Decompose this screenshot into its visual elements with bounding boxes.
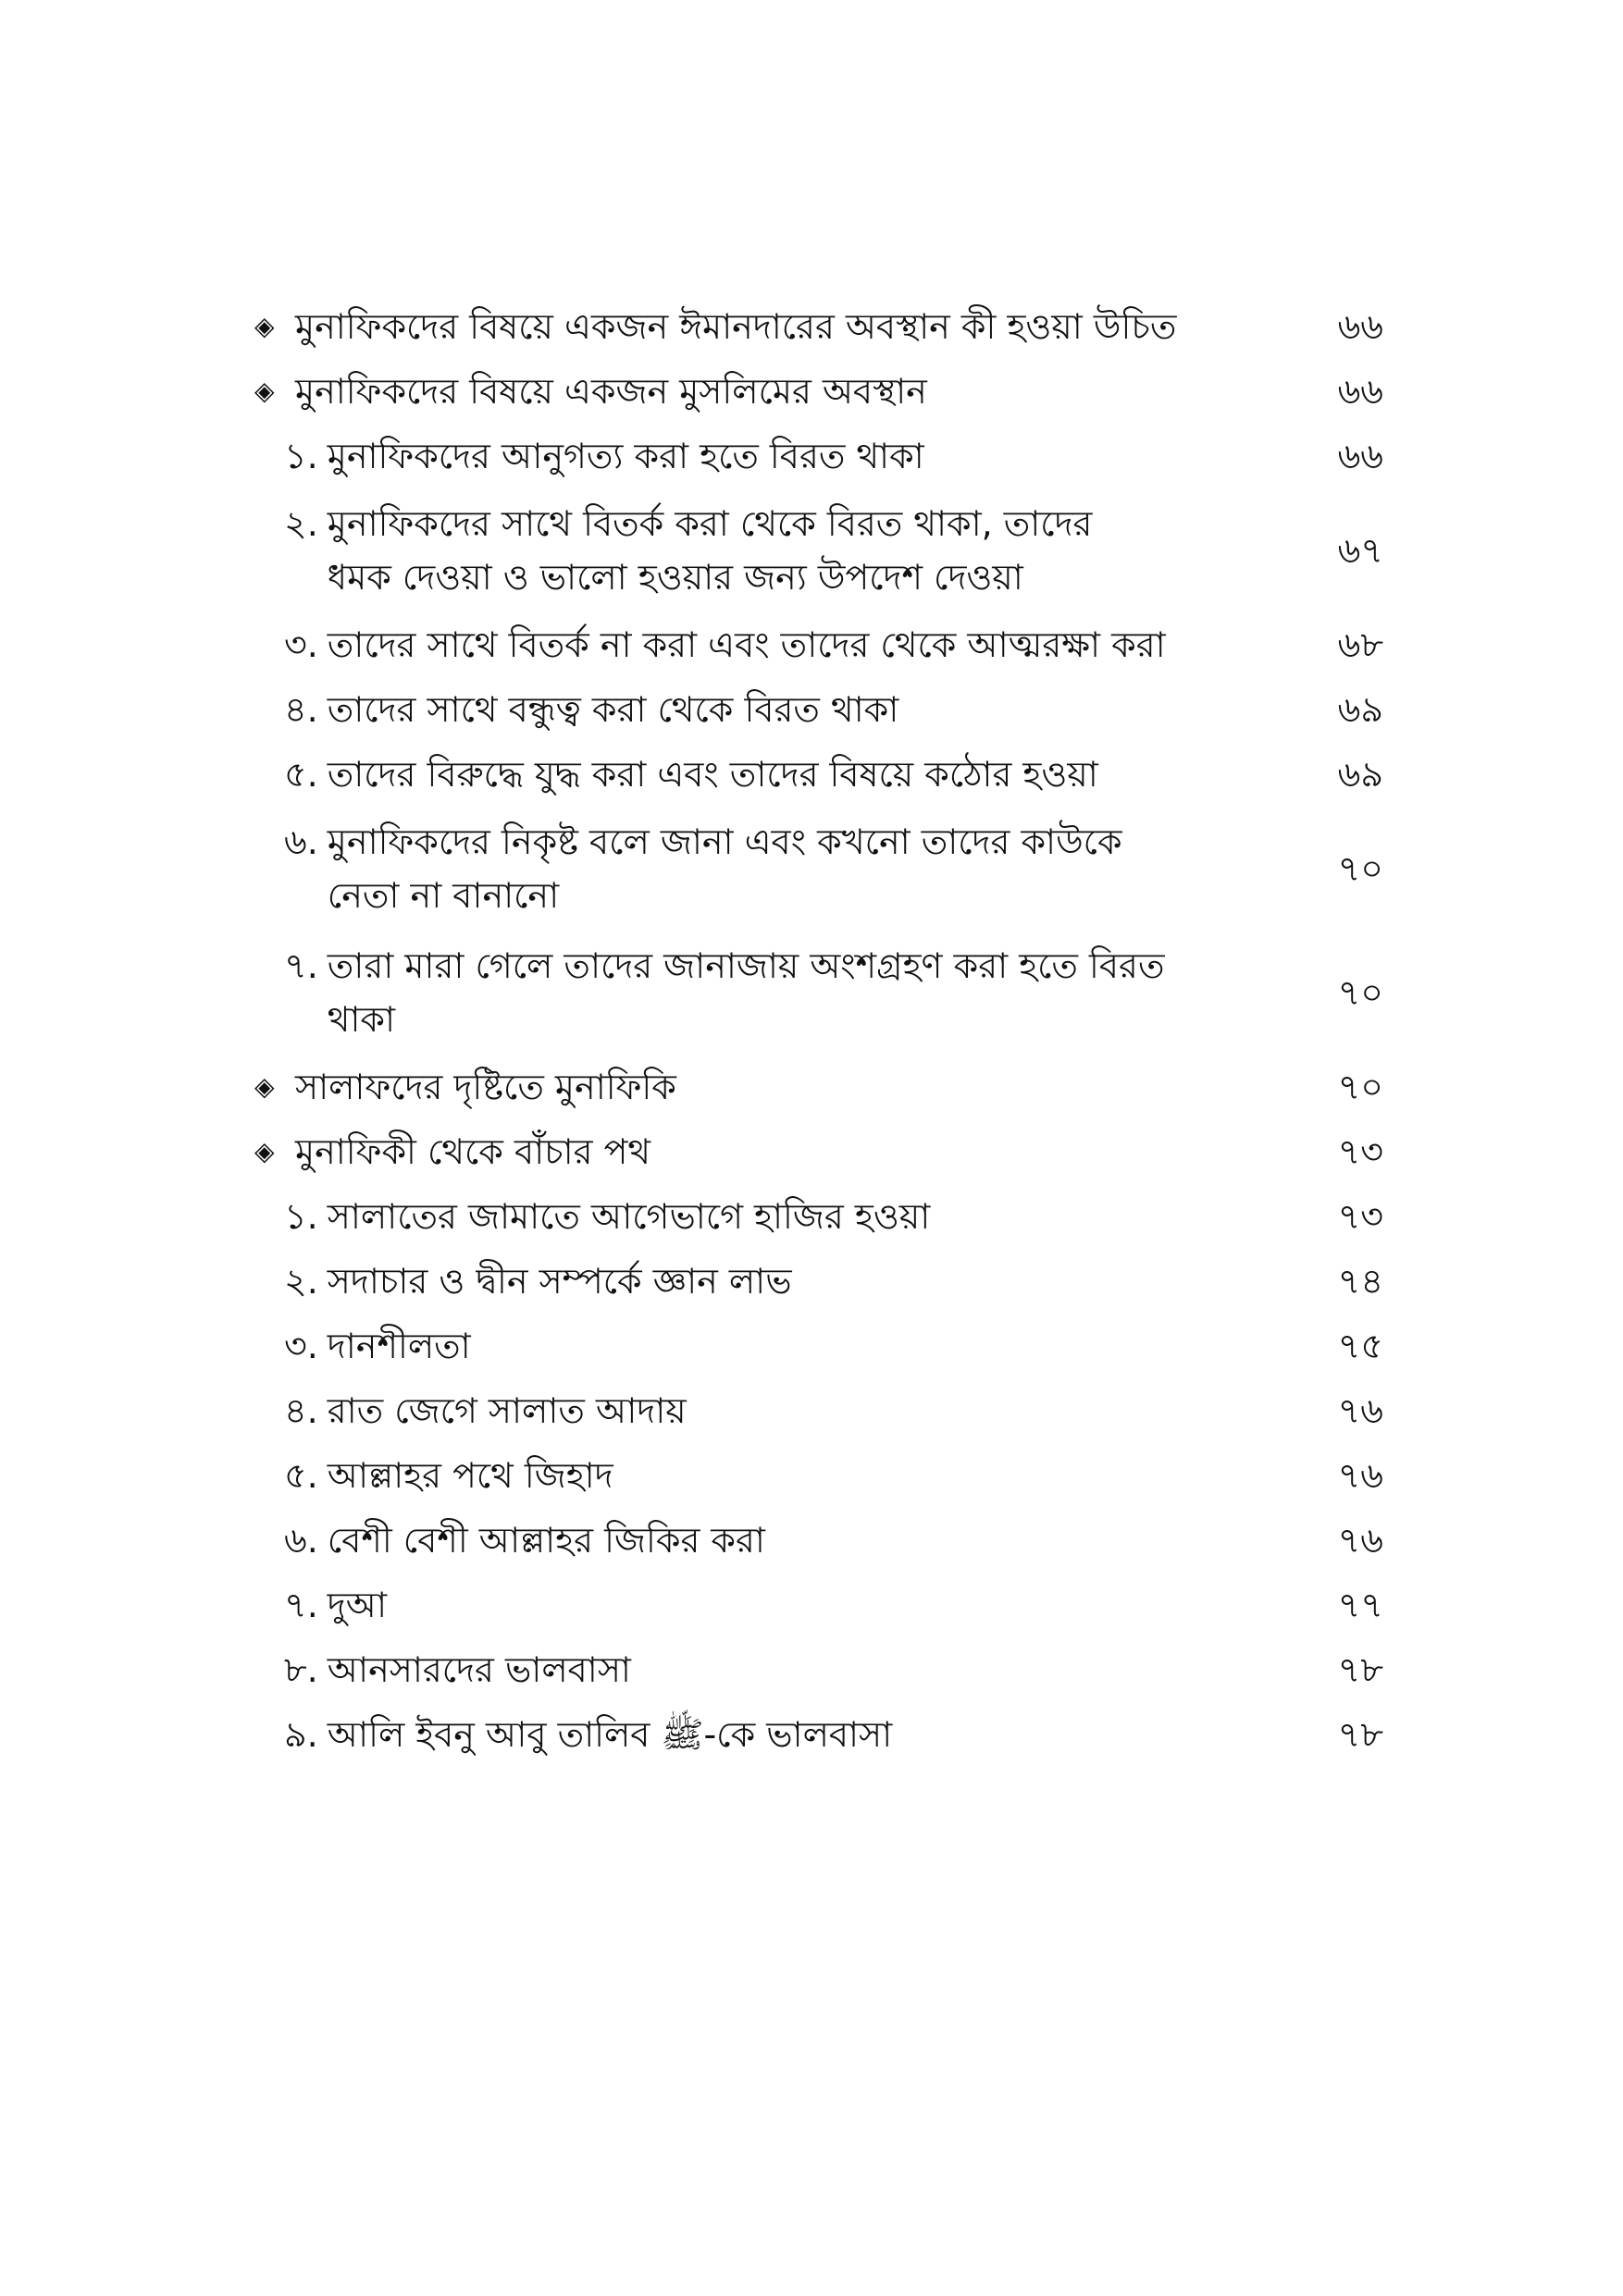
toc-title-line: মুনাফিকী থেকে বাঁচার পথ <box>295 1131 651 1172</box>
toc-title-line: তাদের সাথে বন্ধুত্ব করা থেকে বিরত থাকা <box>327 689 899 730</box>
toc-page-number: ৭৩ <box>1337 1196 1383 1237</box>
toc-title-line: মুনাফিকদের নিকৃষ্ট বলে জানা এবং কখনো তাদের কাউকে <box>327 821 1122 862</box>
toc-entry-number: ৬. <box>284 821 318 862</box>
toc-page-number: ৭৪ <box>1337 1261 1383 1302</box>
diamond-bullet-icon: ◈ <box>254 1071 275 1102</box>
toc-entry-text <box>254 1254 1300 1308</box>
toc-entry-text <box>254 815 1300 922</box>
toc-title-line: তাদের বিরুদ্ধে যুদ্ধ করা এবং তাদের বিষয়ে কঠোর হওয়া <box>327 754 1098 795</box>
toc-entry-number: ৯. <box>284 1714 318 1755</box>
toc-entry-title <box>328 747 1272 801</box>
toc-entry-number: ৩. <box>284 624 318 665</box>
toc-entry-text <box>254 1190 1300 1243</box>
toc-page-number: ৭৬ <box>1337 1520 1383 1561</box>
toc-entry[interactable] <box>254 1443 1383 1508</box>
toc-entry[interactable] <box>254 1184 1383 1249</box>
toc-entry-text <box>254 1513 1300 1567</box>
toc-page-number: ৬৬ <box>1337 306 1383 347</box>
toc-title-line: তারা মারা গেলে তাদের জানাজায় অংশগ্রহণ করা হতে বিরত <box>327 945 1165 986</box>
toc-entry-text <box>254 1384 1300 1438</box>
toc-title-line: সালাতের জামাতে আগেভাগে হাজির হওয়া <box>327 1196 931 1237</box>
toc-entry-title <box>328 1319 1272 1373</box>
toc-page-number: ৭৬ <box>1337 1390 1383 1431</box>
diamond-bullet-icon: ◈ <box>254 1136 275 1167</box>
toc-entry-title <box>328 1190 1272 1243</box>
toc-page-number: ৬৬ <box>1337 436 1383 476</box>
toc-entry-title <box>328 1384 1272 1438</box>
toc-title-line: রাত জেগে সালাত আদায় <box>327 1390 687 1431</box>
toc-entry[interactable] <box>254 742 1383 807</box>
toc-title-continuation: নেতা না বানানো <box>327 875 560 916</box>
toc-entry-number: ৩. <box>284 1326 318 1366</box>
toc-entry-title <box>328 1643 1272 1697</box>
toc-page-number: ৬৯ <box>1337 689 1383 730</box>
toc-entry-number: ৫. <box>284 754 318 795</box>
toc-entry-text <box>254 364 1300 418</box>
toc-title-line: মুনাফিকদের বিষয়ে একজন মুসলিমের অবস্থান <box>295 371 927 412</box>
toc-page-number: ৭৫ <box>1337 1326 1383 1366</box>
toc-entry-title <box>295 1125 1272 1179</box>
toc-page-number: ৭০ <box>1337 972 1383 1013</box>
toc-entry-text <box>254 1060 1300 1114</box>
toc-title-line: মুনাফিকদের বিষয়ে একজন ঈমানদারের অবস্থান কী হওয়া উচিত <box>295 306 1177 347</box>
toc-entry-text <box>254 747 1300 801</box>
toc-entry[interactable] <box>254 612 1383 677</box>
toc-entry-title <box>328 939 1272 1046</box>
toc-entry-title <box>328 1708 1272 1761</box>
toc-entry[interactable] <box>254 424 1383 488</box>
toc-entry-number: ১. <box>284 436 318 476</box>
toc-title-line: দুআ <box>327 1585 388 1625</box>
toc-page-number: ৬৬ <box>1337 371 1383 412</box>
toc-entry-number: ১. <box>284 1196 318 1237</box>
toc-page-number: ৭০ <box>1337 848 1383 889</box>
toc-entry-number: ৭. <box>284 1585 318 1625</box>
toc-page-number: ৬৭ <box>1337 530 1383 571</box>
toc-page-number: ৬৮ <box>1337 624 1383 665</box>
toc-entry-title <box>328 1578 1272 1632</box>
toc-entry-text <box>254 1125 1300 1179</box>
toc-entry-text <box>254 1643 1300 1697</box>
toc-entry-text <box>254 429 1300 483</box>
toc-entry-text <box>254 497 1300 604</box>
toc-page-number: ৭৩ <box>1337 1131 1383 1172</box>
toc-entry-number: ২. <box>284 503 318 544</box>
toc-entry[interactable] <box>254 294 1383 359</box>
toc-entry-text <box>254 939 1300 1046</box>
diamond-bullet-icon: ◈ <box>254 376 275 406</box>
toc-entry-title <box>328 618 1272 672</box>
toc-title-line: মুনাফিকদের সাথে বিতর্ক করা থেকে বিরত থাকা, তাদের <box>327 503 1093 544</box>
toc-entry[interactable] <box>254 931 1383 1055</box>
toc-entry-title <box>328 429 1272 483</box>
toc-title-continuation: ধমক দেওয়া ও ভালো হওয়ার জন্য উপদেশ দেওয়া <box>327 557 1023 598</box>
toc-title-line: মুনাফিকদের আনুগত্য করা হতে বিরত থাকা <box>327 436 924 476</box>
toc-entry-text <box>254 1578 1300 1632</box>
toc-title-line: বেশী বেশী আল্লাহর জিকির করা <box>327 1520 765 1561</box>
toc-entry[interactable] <box>254 1637 1383 1702</box>
table-of-contents <box>254 294 1383 1767</box>
toc-entry[interactable] <box>254 359 1383 424</box>
toc-entry[interactable] <box>254 488 1383 612</box>
toc-title-line: সদাচার ও দ্বীন সম্পর্কে জ্ঞান লাভ <box>327 1261 792 1302</box>
toc-entry-title <box>295 300 1272 353</box>
toc-entry-title <box>328 1254 1272 1308</box>
toc-entry[interactable] <box>254 1702 1383 1767</box>
toc-page-number: ৭৭ <box>1337 1585 1383 1625</box>
toc-entry-title <box>328 815 1272 922</box>
toc-entry[interactable] <box>254 1508 1383 1573</box>
toc-entry-number: ৭. <box>284 945 318 986</box>
toc-entry-text <box>254 1708 1300 1761</box>
toc-entry-number: ৮. <box>284 1649 318 1690</box>
toc-entry[interactable] <box>254 1573 1383 1637</box>
toc-entry-number: ২. <box>284 1261 318 1302</box>
toc-entry-title <box>328 683 1272 736</box>
toc-entry[interactable] <box>254 1249 1383 1314</box>
toc-entry[interactable] <box>254 1055 1383 1119</box>
toc-entry[interactable] <box>254 1378 1383 1443</box>
diamond-bullet-icon: ◈ <box>254 311 275 341</box>
toc-title-line: আনসারদের ভালবাসা <box>327 1649 631 1690</box>
toc-entry-text <box>254 618 1300 672</box>
toc-entry-text <box>254 1449 1300 1502</box>
toc-entry-title <box>328 1449 1272 1502</box>
toc-title-line: আলি ইবনু আবু তালিব ﷺ-কে ভালবাসা <box>327 1714 893 1755</box>
toc-page-number: ৭০ <box>1337 1067 1383 1107</box>
toc-entry-title <box>295 1060 1272 1114</box>
toc-title-line: সালাফদের দৃষ্টিতে মুনাফিকি <box>295 1067 676 1107</box>
toc-page-number: ৭৮ <box>1337 1714 1383 1755</box>
toc-entry-number: ৪. <box>284 1390 318 1431</box>
toc-page-number: ৭৬ <box>1337 1455 1383 1496</box>
toc-title-continuation: থাকা <box>327 999 396 1040</box>
toc-entry-title <box>295 364 1272 418</box>
toc-entry[interactable] <box>254 1314 1383 1378</box>
toc-entry-text <box>254 1319 1300 1373</box>
toc-entry[interactable] <box>254 677 1383 742</box>
toc-entry-title <box>328 497 1272 604</box>
toc-entry-text <box>254 300 1300 353</box>
toc-entry-number: ৪. <box>284 689 318 730</box>
toc-entry-title <box>328 1513 1272 1567</box>
toc-entry-text <box>254 683 1300 736</box>
toc-title-line: দানশীলতা <box>327 1326 471 1366</box>
toc-page-number: ৭৮ <box>1337 1649 1383 1690</box>
toc-title-line: তাদের সাথে বিতর্ক না করা এবং তাদের থেকে আত্মরক্ষা করা <box>327 624 1166 665</box>
toc-entry[interactable] <box>254 1119 1383 1184</box>
toc-entry-number: ৬. <box>284 1520 318 1561</box>
toc-title-line: আল্লাহর পথে জিহাদ <box>327 1455 613 1496</box>
toc-page-number: ৬৯ <box>1337 754 1383 795</box>
toc-entry[interactable] <box>254 807 1383 931</box>
toc-entry-number: ৫. <box>284 1455 318 1496</box>
